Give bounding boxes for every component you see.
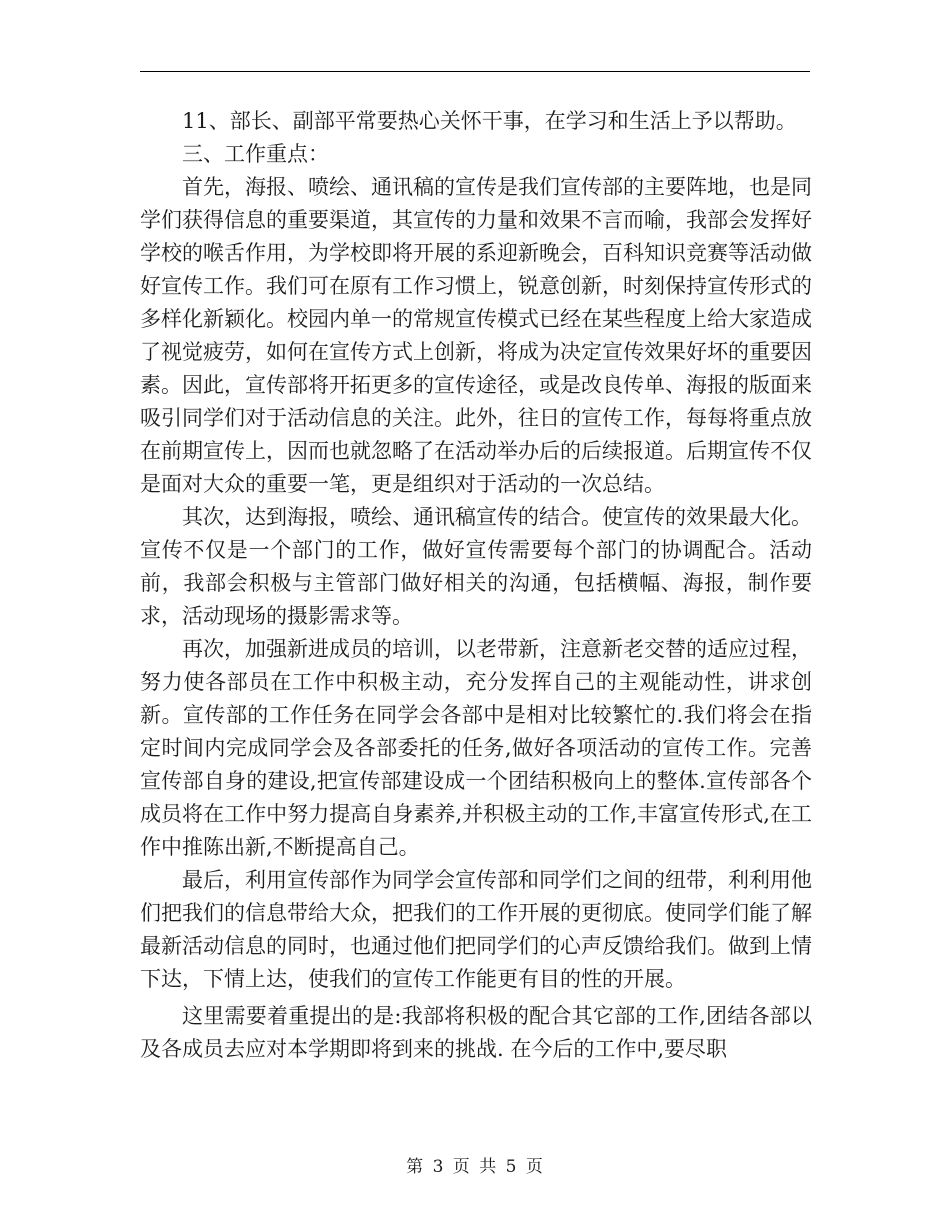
paragraph-first: 首先，海报、喷绘、通讯稿的宣传是我们宣传部的主要阵地，也是同学们获得信息的重要渠道，其宣传的力量和效果不言而喻，我部会发挥好学校的喉舌作用，为学校即将开展的系迎新晚会，百科知识竞赛等活动做好宣传工作。我们可在原有工作习惯上，锐意创新，时刻保持宣传形式的多样化新颖化。校园内单一的常规宣传模式已经在某些程度上给大家造成了视觉疲劳，如何在宣传方式上创新，将成为决定宣传效果好坏的重要因素。因此，宣传部将开拓更多的宣传途径，或是改良传单、海报的版面来吸引同学们对于活动信息的关注。此外，往日的宣传工作，每每将重点放在前期宣传上，因而也就忽略了在活动举办后的后续报道。后期宣传不仅是面对大众的重要一笔，更是组织对于活动的一次总结。 [140, 175, 812, 496]
paragraph-item-11: 11、部长、副部平常要热心关怀干事，在学习和生活上予以帮助。 [182, 109, 797, 133]
header-rule [140, 71, 810, 72]
paragraph-third: 再次，加强新进成员的培训，以老带新，注意新老交替的适应过程，努力使各部员在工作中积极主动，充分发挥自己的主观能动性，讲求创新。宣传部的工作任务在同学会各部中是相对比较繁忙的.我们将会在指定时间内完成同学会及各部委托的任务,做好各项活动的宣传工作。完善宣传部自身的建设,把宣传部建设成一个团结积极向上的整体.宣传部各个成员将在工作中努力提高自身素养,并积极主动的工作,丰富宣传形式,在工作中推陈出新,不断提高自己。 [140, 637, 812, 859]
page-number: 第 3 页 共 5 页 [406, 1157, 544, 1177]
document-body [140, 105, 812, 1066]
paragraph-fourth: 最后，利用宣传部作为同学会宣传部和同学们之间的纽带，利利用他们把我们的信息带给大众，把我们的工作开展的更彻底。使同学们能了解最新活动信息的同时，也通过他们把同学们的心声反馈给我们。做到上情下达，下情上达，使我们的宣传工作能更有目的性的开展。 [140, 868, 812, 991]
paragraph-second: 其次，达到海报，喷绘、通讯稿宣传的结合。使宣传的效果最大化。宣传不仅是一个部门的工作，做好宣传需要每个部门的协调配合。活动前，我部会积极与主管部门做好相关的沟通，包括横幅、海报，制作要求，活动现场的摄影需求等。 [140, 505, 812, 628]
section-heading: 三、工作重点： [182, 142, 329, 166]
paragraph-closing: 这里需要着重提出的是:我部将积极的配合其它部的工作,团结各部以及各成员去应对本学期即将到来的挑战. 在今后的工作中,要尽职 [140, 1004, 812, 1061]
